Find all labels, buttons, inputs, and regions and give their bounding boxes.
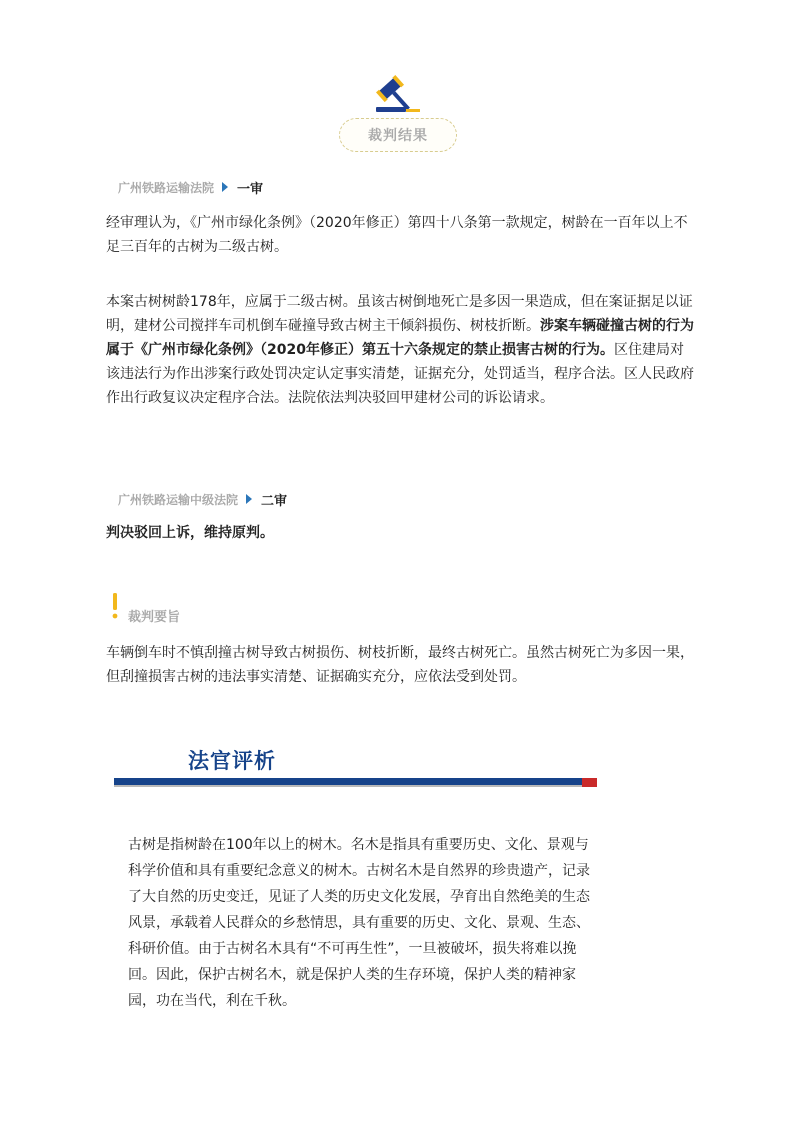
verdict-result-badge: 裁判结果 [339, 118, 457, 152]
gavel-icon [370, 71, 422, 115]
triangle-right-icon [246, 494, 252, 504]
holding-text: 本案古树树龄178年，应属于二级古树。虽该古树倒地死亡是多因一果造成，但在案证据足以证明，建材公司搅拌车司机倒车碰撞导致古树主干倾斜损伤、树枝折断。 [106, 294, 693, 334]
triangle-right-icon [222, 182, 228, 192]
comment-paragraph: 古树是指树龄在100年以上的树木。名木是指具有重要历史、文化、景观与科学价值和具有重要纪念意义的树木。古树名木是自然界的珍贵遗产，记录了大自然的历史变迁，见证了人类的历史文化发展，孕育出自然绝美的生态风景，承载着人民群众的乡愁情思，具有重要的历史、文化、景观、生态、科研价值。由于古树名木具有“不可再生性”，一旦被破坏，损失将难以挽回。因此，保护古树名木，就是保护人类的生存环境，保护人类的精神家园，功在当代，利在千秋。 [128, 837, 590, 1009]
holding-text-cont: 区住建局对该违法行为作出涉案行政处罚决定认定事实清楚，证据充分，处罚适当，程序合法。区人民政府作出行政复议决定程序合法。法院依法判决驳回甲建材公司的诉讼请求。 [106, 342, 694, 406]
holding-emphasis: 涉案车辆碰撞古树的行为属于《广州市绿化条例》（2020年修正）第五十六条规定的禁止损害古树的行为。 [106, 318, 694, 358]
second-instance-judgment: 判决驳回上诉，维持原判。 [106, 525, 274, 541]
first-instance-heading [118, 178, 263, 196]
second-instance-heading [118, 490, 287, 508]
instance-label: 一审 [237, 181, 264, 197]
court-name: 广州铁路运输法院 [118, 180, 215, 195]
title-underline-bar [114, 778, 597, 790]
first-instance-reasoning: 经审理认为，《广州市绿化条例》（2020年修正）第四十八条第一款规定，树龄在一百年以上不足三百年的古树为二级古树。 [106, 215, 688, 255]
gist-paragraph: 车辆倒车时不慎刮撞古树导致古树损伤、树枝折断，最终古树死亡。虽然古树死亡为多因一果，但刮撞损害古树的违法事实清楚、证据确实充分，应依法受到处罚。 [106, 645, 694, 685]
court-name: 广州铁路运输中级法院 [118, 492, 239, 507]
first-instance-holding [106, 290, 696, 410]
exclamation-icon [112, 593, 118, 619]
instance-label: 二审 [261, 493, 288, 509]
gist-title: 裁判要旨 [128, 610, 181, 625]
comment-title: 法官评析 [188, 749, 276, 773]
